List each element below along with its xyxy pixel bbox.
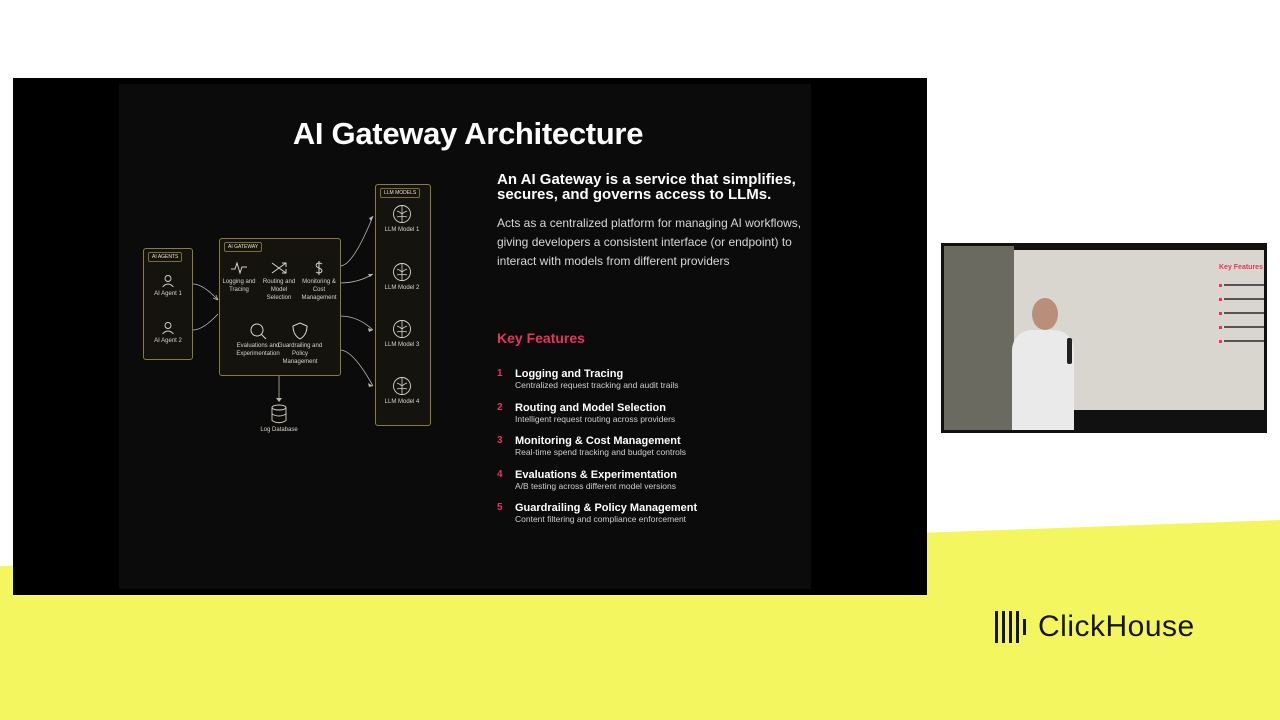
gateway-module-routing: Routing and Model Selection <box>259 260 299 302</box>
slide-text-column <box>497 172 807 271</box>
microphone-icon <box>1067 338 1072 364</box>
gateway-module-monitoring: Monitoring & Cost Management <box>299 260 339 302</box>
feature-item: 2 Routing and Model Selection Intelligent request routing across providers <box>497 401 676 424</box>
ai-gateway-label: AI GATEWAY <box>224 242 262 252</box>
clickhouse-logo <box>995 609 1195 645</box>
log-database-node: Log Database <box>253 404 305 434</box>
llm-models-label: LLM MODELS <box>380 188 420 198</box>
video-slide-line <box>1224 284 1264 286</box>
gateway-module-evaluations: Evaluations and Experimentation <box>235 322 281 358</box>
clickhouse-bars-icon <box>995 611 1026 643</box>
slide-title: AI Gateway Architecture <box>292 116 644 151</box>
brain-icon <box>392 262 412 282</box>
feature-item: 5 Guardrailing & Policy Management Content filtering and compliance enforcement <box>497 502 698 524</box>
feature-item: 4 Evaluations & Experimentation A/B testing across different model versions <box>497 468 677 491</box>
gateway-module-guardrailing: Guardrailing and Policy Management <box>277 322 323 366</box>
brain-icon <box>392 376 412 396</box>
video-slide-line <box>1224 326 1264 328</box>
slide-lead-text: An AI Gateway is a service that simplifies, secures, and governs access to LLMs. <box>497 171 796 203</box>
feature-item: 3 Monitoring & Cost Management Real-time spend tracking and budget controls <box>497 435 687 457</box>
llm-model-2-node: LLM Model 2 <box>377 262 427 292</box>
video-slide-bullet <box>1219 312 1222 315</box>
key-features-heading: Key Features <box>497 330 585 346</box>
presentation-slide <box>13 78 927 595</box>
speaker-video <box>941 243 1267 433</box>
search-icon <box>249 322 267 340</box>
user-icon <box>161 321 175 335</box>
gateway-module-logging: Logging and Tracing <box>221 260 257 294</box>
slide-description: Acts as a centralized platform for managing AI workflows, giving developers a consistent interface (or endpoint) to interact with models from different providers <box>497 216 802 268</box>
shield-icon <box>291 322 309 340</box>
video-slide-heading: Key Features <box>1219 264 1263 271</box>
speaker-body <box>1012 330 1074 433</box>
llm-model-4-node: LLM Model 4 <box>377 376 427 406</box>
brain-icon <box>392 204 412 224</box>
dollar-icon <box>310 260 328 276</box>
video-slide-bullet <box>1219 284 1222 287</box>
video-wall <box>944 246 1014 433</box>
video-slide-line <box>1224 298 1264 300</box>
video-slide-bullet <box>1219 298 1222 301</box>
brain-icon <box>392 319 412 339</box>
speaker-head <box>1032 298 1058 330</box>
feature-item: 1 Logging and Tracing Centralized request tracking and audit trails <box>497 368 679 390</box>
ai-agent-1-node: AI Agent 1 <box>147 274 189 298</box>
shuffle-icon <box>270 260 288 276</box>
video-slide-bullet <box>1219 326 1222 329</box>
llm-model-3-node: LLM Model 3 <box>377 319 427 349</box>
activity-icon <box>230 260 248 276</box>
ai-agent-2-node: AI Agent 2 <box>147 321 189 345</box>
ai-agents-label: AI AGENTS <box>148 252 182 262</box>
video-slide-bullet <box>1219 340 1222 343</box>
user-icon <box>161 274 175 288</box>
llm-model-1-node: LLM Model 1 <box>377 204 427 234</box>
key-features-list <box>497 368 817 536</box>
video-slide-line <box>1224 312 1264 314</box>
video-slide-line <box>1224 340 1264 342</box>
database-icon <box>271 404 287 424</box>
brand-name: ClickHouse <box>1038 610 1195 643</box>
